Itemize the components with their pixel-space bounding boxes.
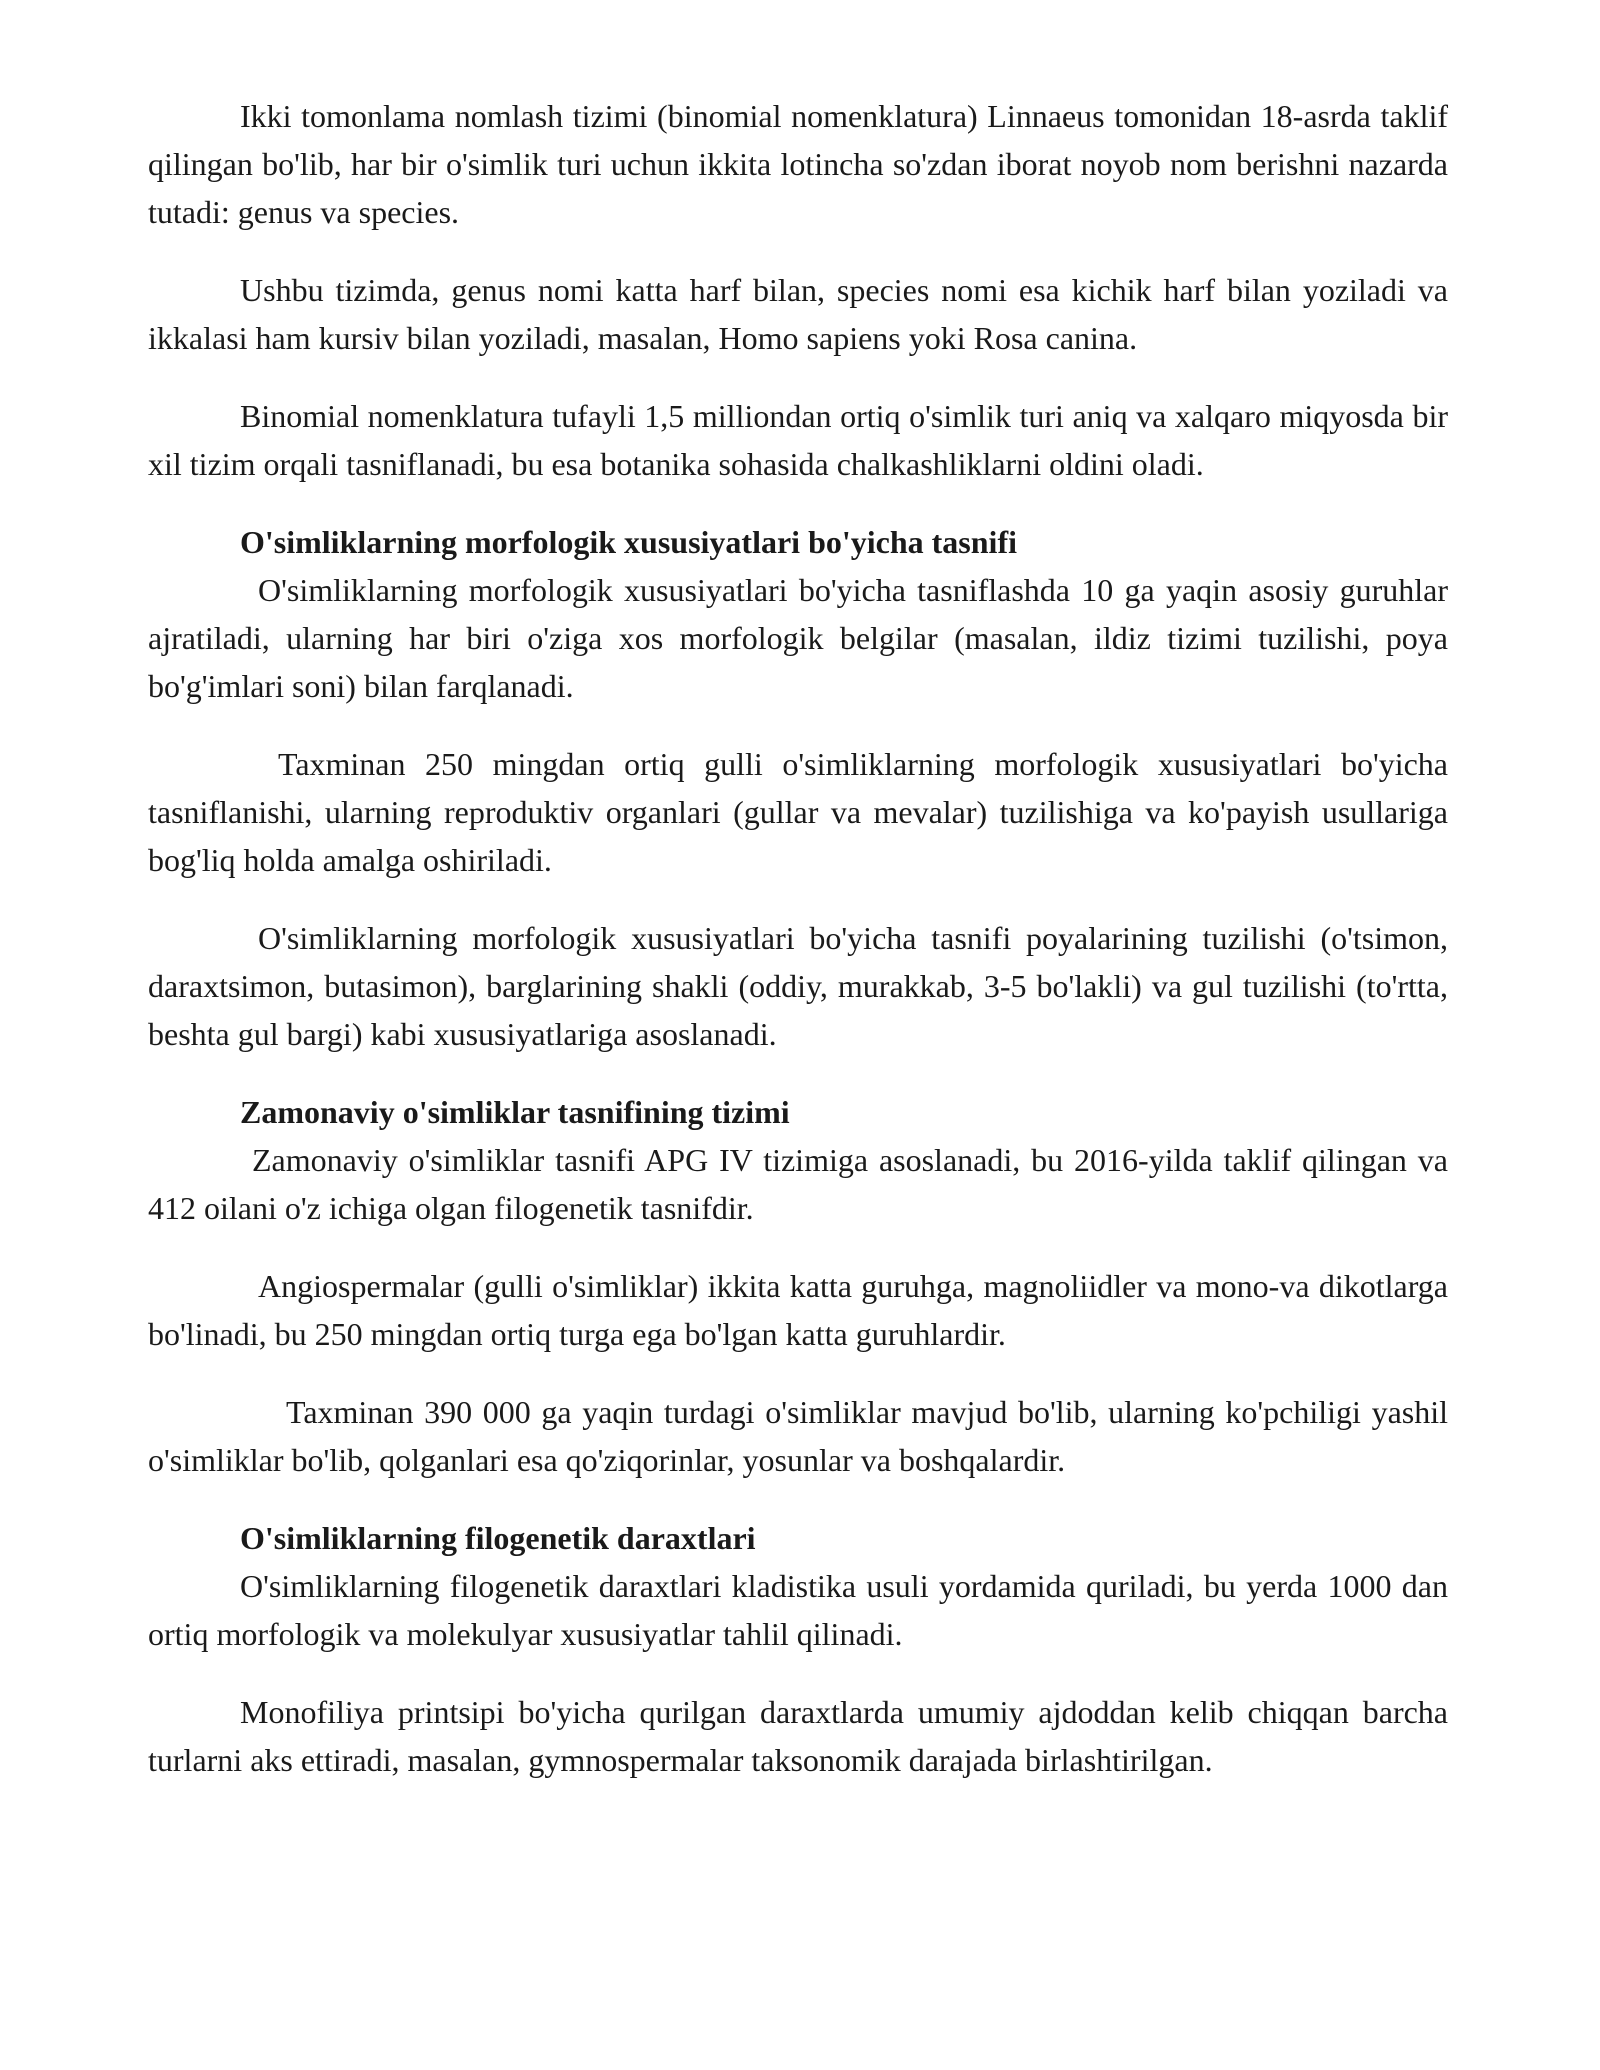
paragraph: Binomial nomenklatura tufayli 1,5 milliondan ortiq o'simlik turi aniq va xalqaro miqyosda bir xil tizim orqali tasniflanadi, bu esa botanika sohasida chalkashliklarni oldini oladi. bbox=[148, 398, 1448, 482]
paragraph: O'simliklarning filogenetik daraxtlari kladistika usuli yordamida quriladi, bu yerda 1000 dan ortiq morfologik va molekulyar xususiyatlar tahlil qilinadi. bbox=[148, 1568, 1448, 1652]
document-page bbox=[148, 92, 1448, 1814]
paragraph: Zamonaviy o'simliklar tasnifi APG IV tizimiga asoslanadi, bu 2016-yilda taklif qilingan va 412 oilani o'z ichiga olgan filogenetik tasnifdir. bbox=[148, 1142, 1448, 1226]
paragraph: Monofiliya printsipi bo'yicha qurilgan daraxtlarda umumiy ajdoddan kelib chiqqan barcha turlarni aks ettiradi, masalan, gymnospermalar taksonomik darajada birlashtirilgan. bbox=[148, 1694, 1448, 1778]
paragraph: Taxminan 390 000 ga yaqin turdagi o'simliklar mavjud bo'lib, ularning ko'pchiligi yashil o'simliklar bo'lib, qolganlari esa qo'ziqorinlar, yosunlar va boshqalardir. bbox=[148, 1394, 1448, 1478]
paragraph: Angiospermalar (gulli o'simliklar) ikkita katta guruhga, magnoliidler va mono-va dikotlarga bo'linadi, bu 250 mingdan ortiq turga ega bo'lgan katta guruhlardir. bbox=[148, 1268, 1448, 1352]
paragraph: Ikki tomonlama nomlash tizimi (binomial nomenklatura) Linnaeus tomonidan 18-asrda taklif qilingan bo'lib, har bir o'simlik turi uchun ikkita lotincha so'zdan iborat noyob nom berishni nazarda tutadi: genus va species. bbox=[148, 98, 1448, 230]
paragraph: Taxminan 250 mingdan ortiq gulli o'simliklarning morfologik xususiyatlari bo'yicha tasniflanishi, ularning reproduktiv organlari (gullar va mevalar) tuzilishiga va ko'payish usullariga bog'liq holda amalga oshiriladi. bbox=[148, 746, 1448, 878]
section-heading: O'simliklarning filogenetik daraxtlari bbox=[240, 1520, 756, 1556]
section-heading: Zamonaviy o'simliklar tasnifining tizimi bbox=[240, 1094, 790, 1130]
paragraph: O'simliklarning morfologik xususiyatlari bo'yicha tasniflashda 10 ga yaqin asosiy guruhlar ajratiladi, ularning har biri o'ziga xos morfologik belgilar (masalan, ildiz tizimi tuzilishi, poya bo'g'imlari soni) bilan farqlanadi. bbox=[148, 572, 1448, 704]
section-heading: O'simliklarning morfologik xususiyatlari bo'yicha tasnifi bbox=[240, 524, 1017, 560]
paragraph: Ushbu tizimda, genus nomi katta harf bilan, species nomi esa kichik harf bilan yoziladi va ikkalasi ham kursiv bilan yoziladi, masalan, Homo sapiens yoki Rosa canina. bbox=[148, 272, 1448, 356]
paragraph: O'simliklarning morfologik xususiyatlari bo'yicha tasnifi poyalarining tuzilishi (o'tsimon, daraxtsimon, butasimon), barglarining shakli (oddiy, murakkab, 3-5 bo'lakli) va gul tuzilishi (to'rtta, beshta gul bargi) kabi xususiyatlariga asoslanadi. bbox=[148, 920, 1448, 1052]
